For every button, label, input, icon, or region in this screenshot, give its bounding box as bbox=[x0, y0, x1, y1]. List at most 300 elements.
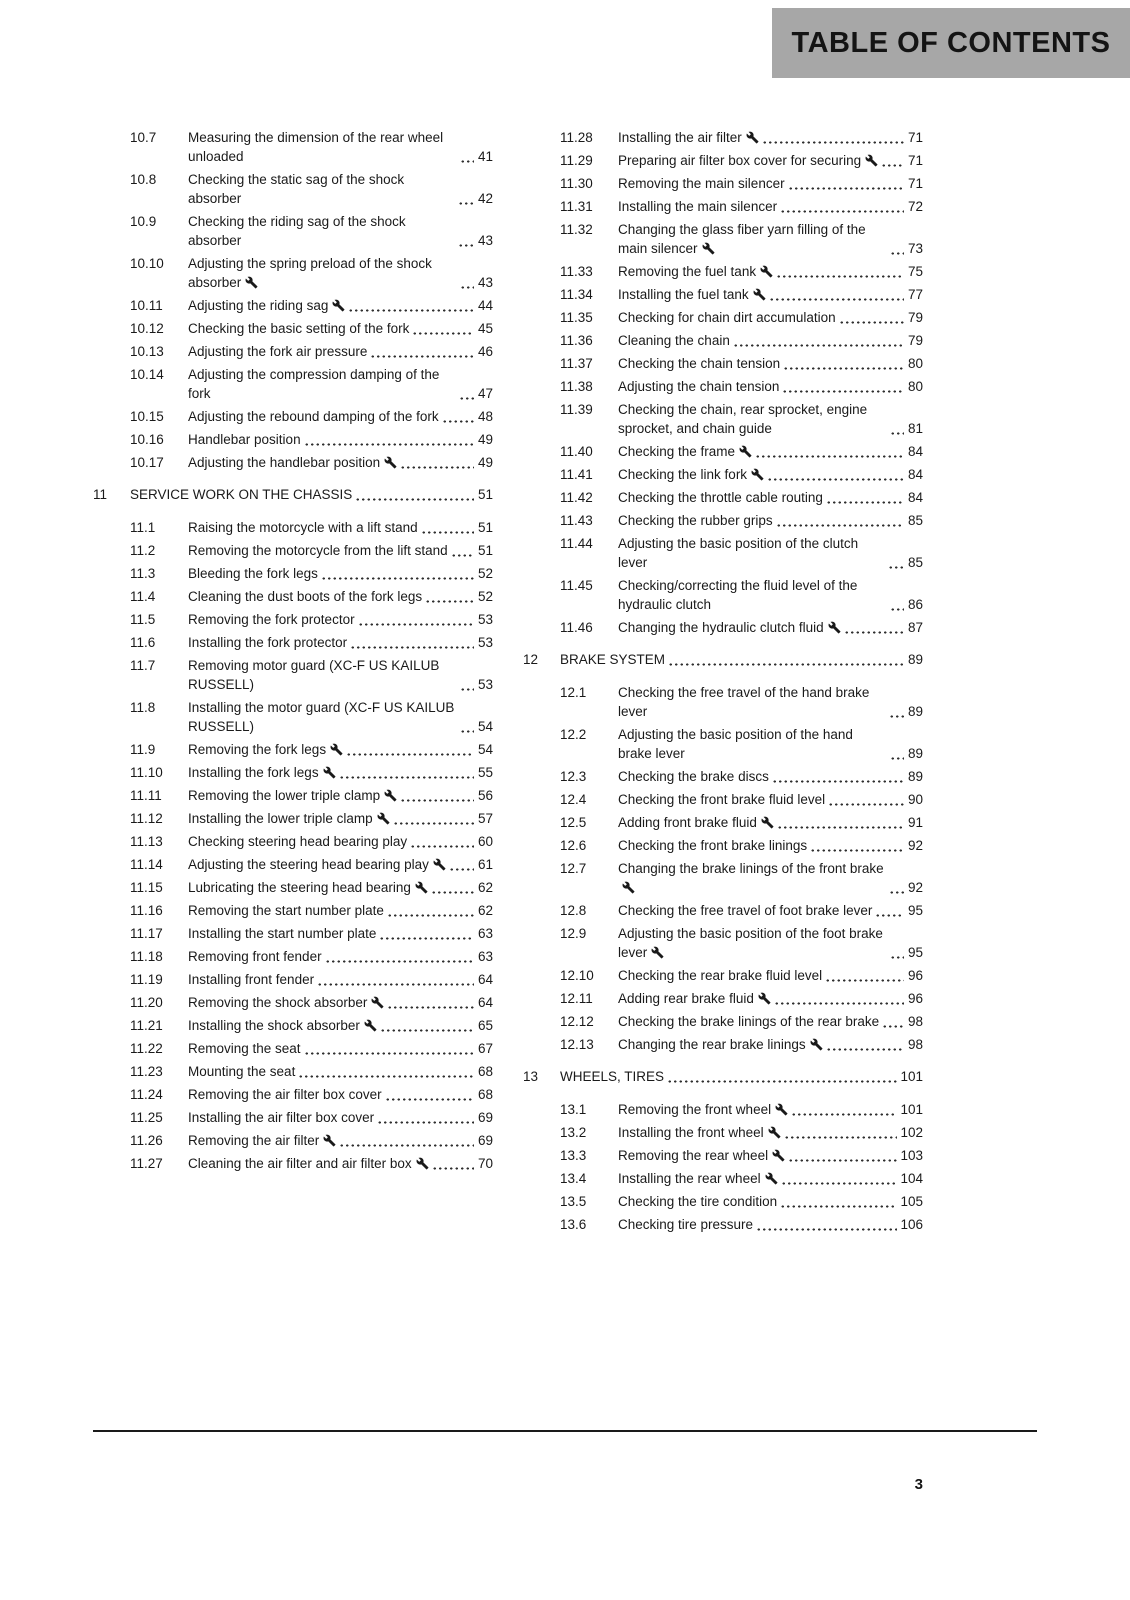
wrench-icon bbox=[323, 1131, 336, 1150]
toc-entry-title: Checking the rubber grips bbox=[618, 513, 773, 528]
toc-entry-page: 77 bbox=[907, 287, 923, 302]
toc-entry-number: 10.12 bbox=[130, 321, 164, 336]
toc-entry-page: 63 bbox=[477, 926, 493, 941]
dot-leader bbox=[377, 1121, 474, 1124]
toc-entry-title: Removing the air filter box cover bbox=[188, 1087, 382, 1102]
dot-leader bbox=[350, 646, 474, 649]
dot-leader bbox=[339, 776, 474, 779]
toc-entry-title: Cleaning the air filter and air filter box bbox=[188, 1154, 429, 1173]
toc-entry-title: Checking the free travel of the hand brake lever bbox=[618, 685, 870, 719]
dot-leader bbox=[421, 531, 474, 534]
toc-entry-number: 12.9 bbox=[560, 926, 587, 941]
dot-leader bbox=[788, 1159, 897, 1162]
toc-entry-number: 11.44 bbox=[560, 536, 593, 551]
toc-entry-page: 71 bbox=[907, 176, 923, 191]
toc-entry-page: 92 bbox=[907, 880, 923, 895]
toc-section-entry[interactable] bbox=[560, 262, 923, 281]
toc-entry-number: 11.29 bbox=[560, 153, 593, 168]
toc-entry-page: 89 bbox=[907, 704, 923, 719]
dot-leader bbox=[882, 1025, 904, 1028]
toc-section-entry[interactable] bbox=[560, 488, 923, 507]
toc-section-entry[interactable] bbox=[130, 1062, 493, 1081]
toc-entry-number: 11.17 bbox=[130, 926, 163, 941]
dot-leader bbox=[889, 891, 904, 894]
toc-entry-page: 89 bbox=[907, 652, 923, 667]
page-title: TABLE OF CONTENTS bbox=[791, 26, 1111, 59]
wrench-icon bbox=[364, 1016, 377, 1035]
toc-entry-title: Installing the air filter bbox=[618, 128, 759, 147]
toc-entry-page: 106 bbox=[900, 1217, 923, 1232]
toc-section-entry[interactable] bbox=[130, 832, 493, 851]
toc-section-entry[interactable] bbox=[130, 430, 493, 449]
toc-section-entry[interactable] bbox=[560, 859, 923, 897]
dot-leader bbox=[379, 937, 474, 940]
toc-entry-number: 11 bbox=[93, 487, 108, 502]
toc-entry-title: Removing the fork legs bbox=[188, 740, 343, 759]
toc-entry-page: 64 bbox=[477, 972, 493, 987]
dot-leader bbox=[788, 187, 904, 190]
toc-section-entry[interactable] bbox=[560, 901, 923, 920]
wrench-icon bbox=[332, 296, 345, 315]
wrench-icon bbox=[751, 465, 764, 484]
wrench-icon bbox=[758, 989, 771, 1008]
toc-entry-page: 92 bbox=[907, 838, 923, 853]
toc-entry-number: 12.2 bbox=[560, 727, 587, 742]
toc-section-entry[interactable] bbox=[560, 618, 923, 637]
toc-entry-title: Checking the static sag of the shock absorber bbox=[188, 172, 405, 206]
toc-entry-title: Bleeding the fork legs bbox=[188, 566, 318, 581]
toc-entry-number: 12.6 bbox=[560, 838, 587, 853]
toc-entry-number: 10.17 bbox=[130, 455, 164, 470]
toc-entry-page: 102 bbox=[900, 1125, 923, 1140]
toc-entry-page: 87 bbox=[907, 620, 923, 635]
toc-section-entry[interactable] bbox=[560, 767, 923, 786]
wrench-icon bbox=[377, 809, 390, 828]
toc-entry-page: 80 bbox=[907, 356, 923, 371]
toc-section-entry[interactable] bbox=[560, 924, 923, 962]
toc-entry-title: Removing the start number plate bbox=[188, 903, 384, 918]
toc-entry-number: 13.2 bbox=[560, 1125, 587, 1140]
toc-section-entry[interactable] bbox=[130, 610, 493, 629]
toc-entry-number: 11.7 bbox=[130, 658, 156, 673]
toc-entry-page: 104 bbox=[900, 1171, 923, 1186]
toc-section-entry[interactable] bbox=[560, 331, 923, 350]
toc-section-entry[interactable] bbox=[560, 354, 923, 373]
toc-entry-title: Cleaning the chain bbox=[618, 333, 730, 348]
toc-entry-number: 11.42 bbox=[560, 490, 593, 505]
toc-entry-title: Installing the air filter box cover bbox=[188, 1110, 375, 1125]
toc-entry-number: 12.13 bbox=[560, 1037, 594, 1052]
toc-entry-page: 89 bbox=[907, 769, 923, 784]
toc-entry-number: 10.16 bbox=[130, 432, 164, 447]
toc-entry-title: Removing the seat bbox=[188, 1041, 301, 1056]
toc-entry-title: Adding rear brake fluid bbox=[618, 989, 771, 1008]
toc-entry-number: 10.15 bbox=[130, 409, 164, 424]
header-bar bbox=[772, 8, 1130, 78]
toc-entry-title: Checking the link fork bbox=[618, 465, 764, 484]
toc-entry-page: 54 bbox=[477, 742, 493, 757]
toc-entry-title: Checking the throttle cable routing bbox=[618, 490, 823, 505]
toc-section-entry[interactable] bbox=[560, 308, 923, 327]
dot-leader bbox=[355, 498, 474, 501]
toc-entry-number: 11.26 bbox=[130, 1133, 163, 1148]
toc-section-entry[interactable] bbox=[560, 813, 923, 832]
toc-section-entry[interactable] bbox=[560, 1100, 923, 1119]
toc-entry-page: 86 bbox=[907, 597, 923, 612]
toc-section-entry[interactable] bbox=[560, 511, 923, 530]
toc-section-entry[interactable] bbox=[130, 1108, 493, 1127]
toc-section-entry[interactable] bbox=[560, 174, 923, 193]
toc-section-entry[interactable] bbox=[560, 966, 923, 985]
toc-entry-number: 11.31 bbox=[560, 199, 593, 214]
dot-leader bbox=[776, 524, 904, 527]
toc-section-entry[interactable] bbox=[560, 128, 923, 147]
toc-entry-page: 72 bbox=[907, 199, 923, 214]
dot-leader bbox=[432, 1167, 474, 1170]
toc-entry-title: Raising the motorcycle with a lift stand bbox=[188, 520, 418, 535]
toc-entry-title: Installing the fork legs bbox=[188, 763, 336, 782]
dot-leader bbox=[890, 608, 904, 611]
toc-entry-page: 79 bbox=[907, 310, 923, 325]
toc-section-entry[interactable] bbox=[560, 1012, 923, 1031]
dot-leader bbox=[889, 715, 904, 718]
toc-entry-number: 11.39 bbox=[560, 402, 593, 417]
toc-section-entry[interactable] bbox=[560, 1215, 923, 1234]
toc-entry-number: 10.14 bbox=[130, 367, 164, 382]
toc-section-entry[interactable] bbox=[560, 725, 923, 763]
dot-leader bbox=[755, 455, 904, 458]
footer-rule bbox=[93, 1430, 1037, 1432]
dot-leader bbox=[782, 390, 904, 393]
toc-entry-number: 10.10 bbox=[130, 256, 164, 271]
toc-entry-page: 53 bbox=[477, 635, 493, 650]
toc-entry-number: 12.11 bbox=[560, 991, 593, 1006]
toc-section-entry[interactable] bbox=[560, 220, 923, 258]
toc-entry-page: 53 bbox=[477, 612, 493, 627]
toc-entry-page: 63 bbox=[477, 949, 493, 964]
toc-entry-number: 11.35 bbox=[560, 310, 593, 325]
toc-section-entry[interactable] bbox=[130, 1016, 493, 1035]
dot-leader bbox=[358, 623, 474, 626]
wrench-icon bbox=[384, 786, 397, 805]
dot-leader bbox=[890, 757, 904, 760]
toc-section-entry[interactable] bbox=[130, 809, 493, 828]
toc-section-entry[interactable] bbox=[560, 1035, 923, 1054]
dot-leader bbox=[410, 845, 474, 848]
toc-section-entry[interactable] bbox=[130, 786, 493, 805]
dot-leader bbox=[668, 663, 904, 666]
toc-section-entry[interactable] bbox=[130, 212, 493, 250]
wrench-icon bbox=[760, 262, 773, 281]
toc-entry-title: Checking/correcting the fluid level of the hydraulic clutch bbox=[618, 578, 858, 612]
toc-entry-title: Mounting the seat bbox=[188, 1064, 296, 1079]
toc-entry-title: Adjusting the compression damping of the fork bbox=[188, 367, 440, 401]
toc-entry-title: Adjusting the spring preload of the shock absorber bbox=[188, 256, 432, 290]
toc-entry-page: 91 bbox=[907, 815, 923, 830]
toc-entry-title: Lubricating the steering head bearing bbox=[188, 878, 428, 897]
table-of-contents bbox=[93, 128, 923, 1238]
toc-entry-number: 11.13 bbox=[130, 834, 163, 849]
toc-entry-number: 11.30 bbox=[560, 176, 593, 191]
dot-leader bbox=[828, 803, 904, 806]
toc-section-entry[interactable] bbox=[560, 442, 923, 461]
toc-entry-page: 80 bbox=[907, 379, 923, 394]
toc-entry-number: 13.3 bbox=[560, 1148, 587, 1163]
toc-entry-title: Adjusting the basic position of the foot brake lever bbox=[618, 926, 883, 960]
dot-leader bbox=[458, 244, 474, 247]
toc-entry-title: Adjusting the rebound damping of the fork bbox=[188, 409, 439, 424]
wrench-icon bbox=[702, 239, 715, 258]
wrench-icon bbox=[416, 1154, 429, 1173]
toc-entry-page: 47 bbox=[477, 386, 493, 401]
toc-entry-page: 96 bbox=[907, 991, 923, 1006]
toc-entry-title: Checking the front brake fluid level bbox=[618, 792, 826, 807]
wrench-icon bbox=[371, 993, 384, 1012]
dot-leader bbox=[442, 420, 474, 423]
dot-leader bbox=[325, 960, 474, 963]
toc-section-entry[interactable] bbox=[130, 633, 493, 652]
dot-leader bbox=[780, 210, 904, 213]
dot-leader bbox=[400, 466, 474, 469]
toc-section-entry[interactable] bbox=[560, 683, 923, 721]
toc-entry-page: 46 bbox=[477, 344, 493, 359]
toc-section-entry[interactable] bbox=[560, 465, 923, 484]
toc-section-entry[interactable] bbox=[130, 342, 493, 361]
toc-entry-number: 10.9 bbox=[130, 214, 157, 229]
toc-entry-title: Checking the free travel of foot brake lever bbox=[618, 903, 873, 918]
toc-entry-title: Removing the fork protector bbox=[188, 612, 355, 627]
dot-leader bbox=[380, 1029, 474, 1032]
toc-entry-number: 12.5 bbox=[560, 815, 587, 830]
dot-leader bbox=[890, 252, 904, 255]
wrench-icon bbox=[768, 1123, 781, 1142]
toc-entry-page: 52 bbox=[477, 589, 493, 604]
toc-section-entry[interactable] bbox=[130, 128, 493, 166]
toc-section-entry[interactable] bbox=[560, 1146, 923, 1165]
dot-leader bbox=[451, 554, 474, 557]
toc-entry-number: 11.27 bbox=[130, 1156, 163, 1171]
toc-section-entry[interactable] bbox=[560, 197, 923, 216]
toc-entry-page: 61 bbox=[477, 857, 493, 872]
dot-leader bbox=[346, 753, 474, 756]
toc-section-entry[interactable] bbox=[560, 377, 923, 396]
toc-entry-page: 65 bbox=[477, 1018, 493, 1033]
dot-leader bbox=[460, 286, 474, 289]
toc-section-entry[interactable] bbox=[130, 1039, 493, 1058]
toc-entry-title: Installing the rear wheel bbox=[618, 1169, 778, 1188]
wrench-icon bbox=[761, 813, 774, 832]
toc-entry-page: 56 bbox=[477, 788, 493, 803]
toc-section-entry[interactable] bbox=[130, 878, 493, 897]
wrench-icon bbox=[330, 740, 343, 759]
toc-entry-title: Checking the brake linings of the rear brake bbox=[618, 1014, 880, 1029]
dot-leader bbox=[826, 1048, 904, 1051]
toc-section-entry[interactable] bbox=[130, 254, 493, 292]
dot-leader bbox=[385, 1098, 474, 1101]
toc-section-entry[interactable] bbox=[130, 970, 493, 989]
dot-leader bbox=[783, 367, 904, 370]
toc-entry-title: Checking steering head bearing play bbox=[188, 834, 408, 849]
toc-section-entry[interactable] bbox=[130, 453, 493, 472]
toc-entry-page: 105 bbox=[900, 1194, 923, 1209]
toc-chapter-entry[interactable] bbox=[523, 1067, 923, 1086]
toc-entry-title: Checking the basic setting of the fork bbox=[188, 321, 410, 336]
toc-entry-title: Installing the fuel tank bbox=[618, 285, 766, 304]
wrench-icon bbox=[323, 763, 336, 782]
toc-section-entry[interactable] bbox=[130, 1085, 493, 1104]
dot-leader bbox=[890, 956, 904, 959]
wrench-icon bbox=[651, 943, 664, 962]
toc-entry-page: 62 bbox=[477, 903, 493, 918]
toc-entry-title: Adjusting the basic position of the clutch lever bbox=[618, 536, 859, 570]
toc-section-entry[interactable] bbox=[560, 400, 923, 438]
toc-section-entry[interactable] bbox=[560, 285, 923, 304]
toc-section-entry[interactable] bbox=[130, 170, 493, 208]
dot-leader bbox=[458, 202, 474, 205]
toc-section-entry[interactable] bbox=[560, 1169, 923, 1188]
toc-entry-title: Checking the front brake linings bbox=[618, 838, 808, 853]
toc-entry-page: 90 bbox=[907, 792, 923, 807]
toc-section-entry[interactable] bbox=[130, 518, 493, 537]
toc-section-entry[interactable] bbox=[130, 656, 493, 694]
dot-leader bbox=[776, 275, 904, 278]
toc-entry-number: 11.23 bbox=[130, 1064, 163, 1079]
toc-section-entry[interactable] bbox=[130, 587, 493, 606]
toc-section-entry[interactable] bbox=[130, 407, 493, 426]
footer-page-number: 3 bbox=[914, 1476, 923, 1493]
toc-entry-title: Removing the rear wheel bbox=[618, 1146, 785, 1165]
toc-entry-title: Adjusting the handlebar position bbox=[188, 453, 397, 472]
toc-section-entry[interactable] bbox=[130, 296, 493, 315]
toc-entry-title: Removing front fender bbox=[188, 949, 322, 964]
toc-section-entry[interactable] bbox=[130, 947, 493, 966]
toc-entry-number: 11.4 bbox=[130, 589, 156, 604]
toc-entry-number: 11.46 bbox=[560, 620, 593, 635]
dot-leader bbox=[839, 321, 904, 324]
dot-leader bbox=[460, 730, 474, 733]
dot-leader bbox=[460, 688, 474, 691]
dot-leader bbox=[317, 983, 474, 986]
toc-entry-title: Installing the motor guard (XC-F US KAILUB RUSSELL) bbox=[188, 700, 455, 734]
dot-leader bbox=[781, 1182, 898, 1185]
toc-entry-number: 11.10 bbox=[130, 765, 163, 780]
toc-entry-page: 49 bbox=[477, 432, 493, 447]
dot-leader bbox=[756, 1228, 897, 1231]
toc-column-right bbox=[523, 128, 923, 1238]
dot-leader bbox=[400, 799, 474, 802]
toc-section-entry[interactable] bbox=[130, 763, 493, 782]
toc-entry-number: 10.13 bbox=[130, 344, 164, 359]
toc-entry-number: 11.16 bbox=[130, 903, 163, 918]
toc-section-entry[interactable] bbox=[130, 365, 493, 403]
toc-chapter-entry[interactable] bbox=[93, 485, 493, 504]
toc-entry-title: Checking the brake discs bbox=[618, 769, 769, 784]
toc-entry-page: 101 bbox=[900, 1102, 923, 1117]
toc-section-entry[interactable] bbox=[130, 1131, 493, 1150]
toc-entry-page: 64 bbox=[477, 995, 493, 1010]
dot-leader bbox=[888, 566, 904, 569]
wrench-icon bbox=[775, 1100, 788, 1119]
wrench-icon bbox=[865, 151, 878, 170]
dot-leader bbox=[875, 914, 904, 917]
dot-leader bbox=[459, 397, 474, 400]
toc-entry-title: Checking the riding sag of the shock absorber bbox=[188, 214, 406, 248]
toc-entry-title: Installing the main silencer bbox=[618, 199, 778, 214]
dot-leader bbox=[460, 160, 474, 163]
toc-section-entry[interactable] bbox=[130, 740, 493, 759]
toc-section-entry[interactable] bbox=[130, 1154, 493, 1173]
toc-entry-number: 13.5 bbox=[560, 1194, 587, 1209]
toc-entry-title: Removing motor guard (XC-F US KAILUB RUSSELL) bbox=[188, 658, 440, 692]
toc-entry-page: 73 bbox=[907, 241, 923, 256]
wrench-icon bbox=[746, 128, 759, 147]
toc-entry-title: Installing the fork protector bbox=[188, 635, 348, 650]
dot-leader bbox=[667, 1080, 897, 1083]
dot-leader bbox=[321, 577, 474, 580]
toc-section-entry[interactable] bbox=[560, 790, 923, 809]
toc-section-entry[interactable] bbox=[130, 924, 493, 943]
toc-entry-title: Changing the rear brake linings bbox=[618, 1035, 823, 1054]
dot-leader bbox=[769, 298, 904, 301]
toc-entry-number: 12.4 bbox=[560, 792, 587, 807]
toc-section-entry[interactable] bbox=[130, 564, 493, 583]
toc-entry-page: 98 bbox=[907, 1037, 923, 1052]
dot-leader bbox=[844, 631, 904, 634]
dot-leader bbox=[774, 1002, 904, 1005]
toc-entry-title: Installing the start number plate bbox=[188, 926, 377, 941]
toc-entry-page: 51 bbox=[477, 520, 493, 535]
toc-section-entry[interactable] bbox=[560, 576, 923, 614]
dot-leader bbox=[767, 478, 904, 481]
toc-entry-number: 13.6 bbox=[560, 1217, 587, 1232]
toc-entry-number: 11.43 bbox=[560, 513, 593, 528]
toc-section-entry[interactable] bbox=[560, 1123, 923, 1142]
toc-entry-number: 11.33 bbox=[560, 264, 593, 279]
toc-entry-page: 45 bbox=[477, 321, 493, 336]
dot-leader bbox=[733, 344, 904, 347]
toc-chapter-entry[interactable] bbox=[523, 650, 923, 669]
toc-entry-page: 101 bbox=[900, 1069, 923, 1084]
toc-entry-page: 57 bbox=[477, 811, 493, 826]
toc-section-entry[interactable] bbox=[130, 855, 493, 874]
wrench-icon bbox=[739, 442, 752, 461]
toc-entry-number: 12.1 bbox=[560, 685, 587, 700]
dot-leader bbox=[387, 1006, 474, 1009]
toc-entry-number: 11.45 bbox=[560, 578, 593, 593]
toc-section-entry[interactable] bbox=[130, 698, 493, 736]
toc-section-entry[interactable] bbox=[130, 319, 493, 338]
dot-leader bbox=[339, 1144, 474, 1147]
toc-entry-number: 13 bbox=[523, 1069, 539, 1084]
toc-entry-number: 11.5 bbox=[130, 612, 156, 627]
toc-section-entry[interactable] bbox=[130, 993, 493, 1012]
toc-section-entry[interactable] bbox=[130, 901, 493, 920]
toc-section-entry[interactable] bbox=[560, 534, 923, 572]
toc-section-entry[interactable] bbox=[560, 1192, 923, 1211]
toc-section-entry[interactable] bbox=[560, 989, 923, 1008]
toc-section-entry[interactable] bbox=[130, 541, 493, 560]
toc-entry-title: Removing the lower triple clamp bbox=[188, 786, 397, 805]
toc-entry-page: 103 bbox=[900, 1148, 923, 1163]
toc-entry-title: Preparing air filter box cover for securing bbox=[618, 151, 878, 170]
dot-leader bbox=[810, 849, 904, 852]
toc-section-entry[interactable] bbox=[560, 836, 923, 855]
dot-leader bbox=[304, 1052, 474, 1055]
toc-section-entry[interactable] bbox=[560, 151, 923, 170]
wrench-icon bbox=[384, 453, 397, 472]
wrench-icon bbox=[415, 878, 428, 897]
toc-entry-page: 51 bbox=[477, 487, 493, 502]
